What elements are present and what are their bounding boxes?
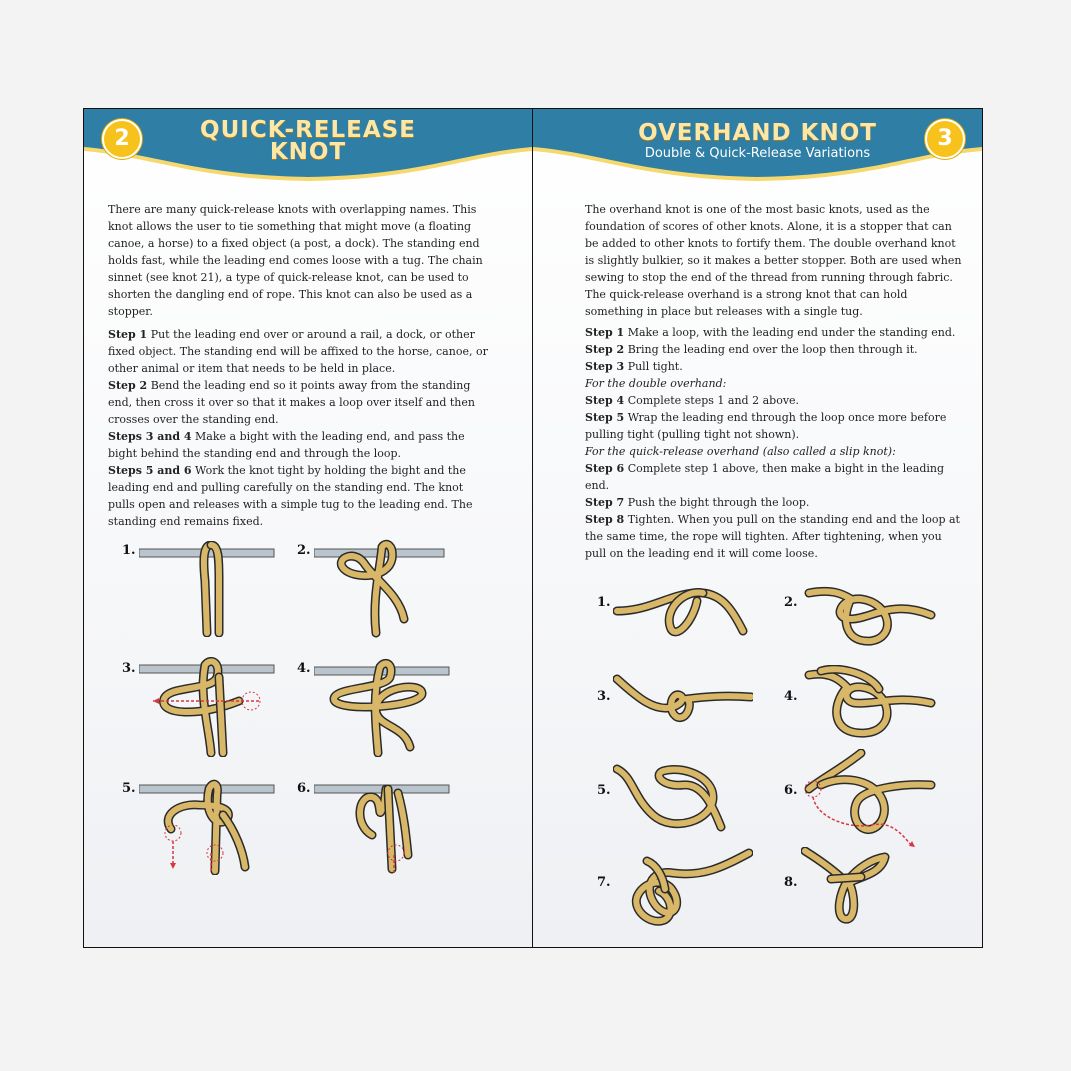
intro-paragraph: There are many quick-release knots with overlapping names. This knot allows the user to tie something that might move (a floating canoe, a horse) to a fixed object (a post, a dock). The standing end holds fast, while the leading end comes loose with a tug. The chain sinnet (see knot 21), a type of quick-release knot, can be used to shorten the dangling end of rope. This knot can also be used as a stopper. — [108, 203, 483, 318]
step-text: Work the knot tight by holding the bight and the leading end and pulling carefully on the standing end. The knot pulls open and releases with a simple tug to the leading end. The standing end remains fixed. — [108, 464, 473, 528]
left-text — [108, 201, 488, 530]
title-line-2: KNOT — [269, 139, 347, 165]
knot-illustration-7 — [613, 847, 753, 927]
step-item — [585, 324, 965, 341]
step-text: Make a bight with the leading end, and pass the bight behind the standing end and through the loop. — [108, 430, 465, 460]
right-page — [533, 109, 982, 947]
section-heading-double: For the double overhand: — [585, 377, 727, 390]
figure-label: 7. — [597, 875, 611, 890]
figure-label: 6. — [784, 783, 798, 798]
figure-label: 4. — [784, 689, 798, 704]
knot-illustration-6 — [314, 775, 454, 875]
step-label: Step 3 — [585, 360, 625, 373]
step-label: Step 2 — [108, 379, 148, 392]
figure-label: 6. — [297, 781, 311, 796]
step-text: Make a loop, with the leading end under the standing end. — [624, 326, 956, 339]
page-subtitle: Double & Quick-Release Variations — [644, 146, 871, 161]
knot-number-badge: 3 — [925, 119, 965, 159]
figure-label: 1. — [122, 543, 136, 558]
figure-label: 3. — [122, 661, 136, 676]
step-item — [585, 341, 965, 358]
step-text: Bend the leading end so it points away from the standing end, then cross it over so that it makes a loop over itself and then crosses over the standing end. — [108, 379, 475, 426]
page-title: OVERHAND KNOT — [638, 120, 877, 146]
page-title — [84, 119, 532, 163]
step-item — [585, 460, 965, 494]
figure-label: 5. — [597, 783, 611, 798]
step-item — [108, 377, 488, 428]
step-item — [108, 326, 488, 377]
figure-label: 4. — [297, 661, 311, 676]
step-text: Complete step 1 above, then make a bight in the leading end. — [585, 462, 945, 492]
step-text: Pull tight. — [624, 360, 683, 373]
step-text: Complete steps 1 and 2 above. — [624, 394, 800, 407]
step-text: Put the leading end over or around a rail, a dock, or other fixed object. The standing end will be affixed to the horse, canoe, or other animal or item that needs to be held in place. — [108, 328, 488, 375]
step-label: Step 1 — [108, 328, 148, 341]
knot-illustration-4 — [801, 665, 941, 745]
knot-illustration-8 — [801, 847, 941, 927]
step-text: Bring the leading end over the loop then through it. — [624, 343, 918, 356]
figure-label: 1. — [597, 595, 611, 610]
knot-illustration-1 — [139, 541, 279, 637]
step-label: Step 5 — [585, 411, 625, 424]
step-label: Step 2 — [585, 343, 625, 356]
knot-illustration-5 — [139, 775, 279, 875]
book-spread — [83, 108, 983, 948]
right-text — [585, 201, 965, 562]
knot-illustration-6 — [801, 749, 941, 849]
step-label: Step 7 — [585, 496, 625, 509]
knot-illustration-2 — [801, 579, 941, 649]
step-item — [585, 409, 965, 443]
step-item — [585, 358, 965, 375]
step-item — [585, 494, 965, 511]
step-text: Wrap the leading end through the loop once more before pulling tight (pulling tight not shown). — [585, 411, 947, 441]
knot-illustration-2 — [314, 539, 454, 639]
knot-illustration-1 — [613, 581, 753, 641]
step-label: Step 1 — [585, 326, 625, 339]
step-item — [585, 392, 965, 409]
step-item — [585, 511, 965, 562]
step-label: Step 4 — [585, 394, 625, 407]
title-line-1: QUICK-RELEASE — [200, 117, 416, 143]
step-text: Push the bight through the loop. — [624, 496, 810, 509]
figure-label: 8. — [784, 875, 798, 890]
knot-illustration-3 — [139, 657, 279, 757]
step-label: Step 6 — [585, 462, 625, 475]
step-item — [108, 428, 488, 462]
step-item — [108, 462, 488, 530]
knot-number-badge: 2 — [102, 119, 142, 159]
knot-illustration-3 — [613, 673, 753, 733]
section-heading-quick: For the quick-release overhand (also called a slip knot): — [585, 445, 896, 458]
knot-illustration-5 — [613, 757, 753, 837]
step-text: Tighten. When you pull on the standing end and the loop at the same time, the rope will tighten. After tightening, when you pull on the leading end it will come loose. — [585, 513, 960, 560]
left-page — [84, 109, 533, 947]
step-label: Step 8 — [585, 513, 625, 526]
figure-label: 5. — [122, 781, 136, 796]
step-label: Steps 5 and 6 — [108, 464, 192, 477]
figure-label: 2. — [784, 595, 798, 610]
intro-paragraph: The overhand knot is one of the most basic knots, used as the foundation of scores of other knots. Alone, it is a stopper that can be added to other knots to fortify them. The double overhand knot is slightly bulkier, so it makes a better stopper. Both are used when sewing to stop the end of the thread from running through fabric. The quick-release overhand is a strong knot that can hold something in place but releases with a single tug. — [585, 203, 962, 318]
figure-label: 2. — [297, 543, 311, 558]
step-label: Steps 3 and 4 — [108, 430, 192, 443]
knot-illustration-4 — [314, 657, 454, 757]
figure-label: 3. — [597, 689, 611, 704]
